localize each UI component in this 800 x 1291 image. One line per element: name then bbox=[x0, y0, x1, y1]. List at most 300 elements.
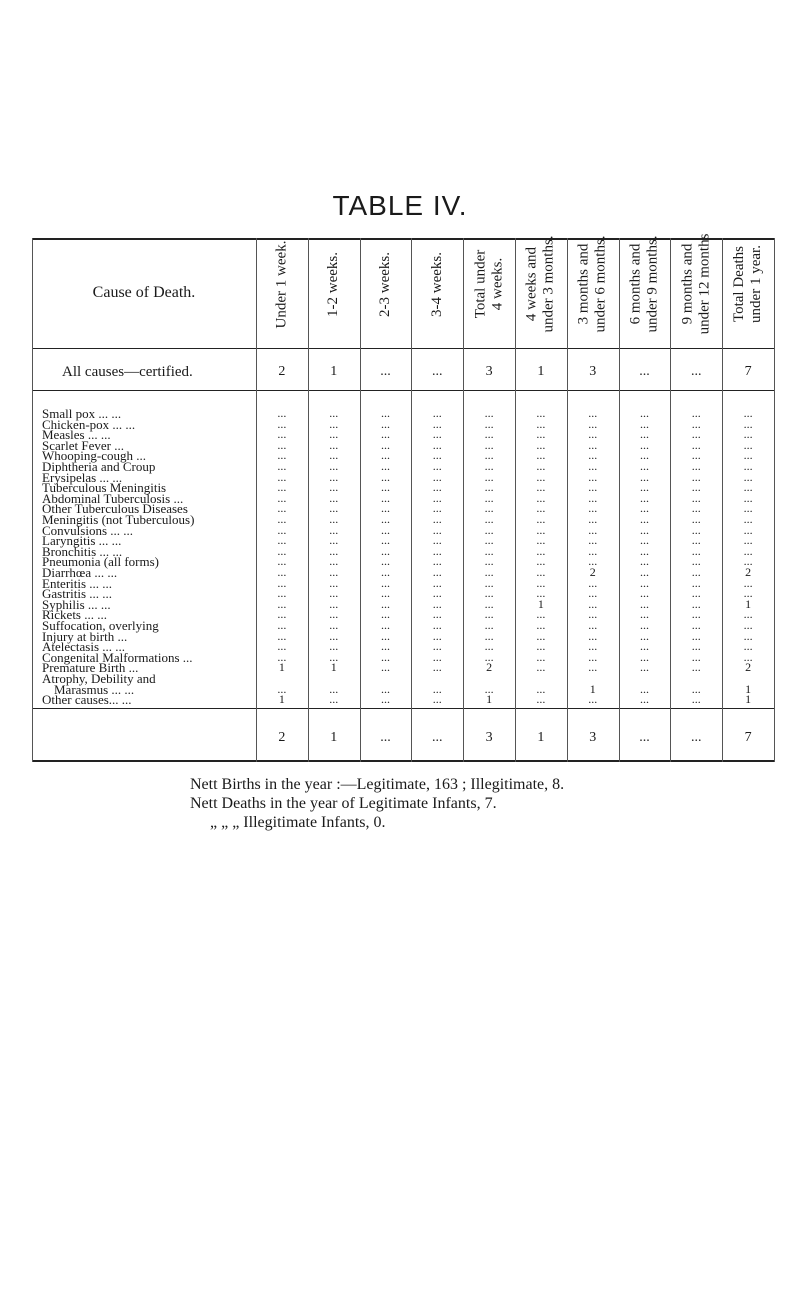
row-cell: ... bbox=[277, 639, 287, 654]
row-cell: ... bbox=[432, 427, 442, 442]
row-cell: ... bbox=[743, 639, 753, 654]
column-header-line: 4 weeks. bbox=[489, 257, 506, 311]
column-header-line: Total Deaths bbox=[731, 245, 748, 323]
rule-right bbox=[774, 238, 775, 762]
row-cell: ... bbox=[743, 459, 753, 473]
row-cell: ... bbox=[329, 448, 339, 463]
row-cell: ... bbox=[432, 522, 442, 537]
row-cell: ... bbox=[639, 639, 649, 654]
row-cell: ... bbox=[743, 406, 753, 420]
note-line-births: Nett Births in the year :—Legitimate, 163 ; Illegitimate, 8. bbox=[190, 776, 565, 793]
row-cell: ... bbox=[691, 681, 701, 696]
row-cell: ... bbox=[432, 490, 442, 505]
row-cell: ... bbox=[743, 575, 753, 590]
row-cell: ... bbox=[588, 533, 598, 548]
row-cell: ... bbox=[484, 649, 494, 664]
row-cell: ... bbox=[484, 448, 494, 463]
row-cell: ... bbox=[691, 586, 701, 601]
row-cell: ... bbox=[588, 628, 598, 643]
row-cell: ... bbox=[639, 543, 649, 558]
row-cell: ... bbox=[639, 427, 649, 442]
row-label: Bronchitis ... ... bbox=[42, 543, 123, 559]
row-cell: ... bbox=[432, 554, 442, 569]
row-cell: ... bbox=[329, 416, 339, 431]
row-cell: ... bbox=[484, 501, 494, 516]
row-cell: ... bbox=[536, 681, 546, 696]
rule-left bbox=[32, 238, 33, 762]
column-header-line: under 12 months bbox=[696, 233, 713, 335]
row-cell: ... bbox=[380, 586, 390, 601]
row-label: Whooping-cough ... bbox=[42, 448, 146, 464]
row-cell: ... bbox=[691, 459, 701, 473]
row-cell: 2 bbox=[486, 660, 493, 675]
row-cell: ... bbox=[588, 586, 598, 601]
rule-above-totals bbox=[32, 708, 774, 709]
row-cell: ... bbox=[536, 459, 546, 473]
column-header-line: under 9 months. bbox=[644, 235, 661, 333]
row-cell: ... bbox=[536, 649, 546, 664]
row-cell: ... bbox=[380, 575, 390, 590]
totals-cell: ... bbox=[432, 730, 443, 745]
row-cell: ... bbox=[639, 565, 649, 579]
row-cell: ... bbox=[588, 618, 598, 632]
row-cell: ... bbox=[329, 681, 339, 696]
row-cell: ... bbox=[536, 543, 546, 558]
row-cell: 1 bbox=[745, 692, 752, 707]
row-cell: ... bbox=[536, 586, 546, 601]
row-cell: ... bbox=[743, 543, 753, 558]
row-cell: ... bbox=[432, 681, 442, 696]
row-cell: ... bbox=[536, 628, 546, 643]
row-cell: ... bbox=[691, 448, 701, 463]
row-cell: ... bbox=[484, 406, 494, 420]
all-causes-cell: ... bbox=[691, 364, 702, 379]
row-cell: ... bbox=[588, 575, 598, 590]
column-header-line: Under 1 week. bbox=[273, 240, 290, 328]
row-cell: ... bbox=[536, 501, 546, 516]
row-cell: ... bbox=[277, 512, 287, 526]
row-cell: ... bbox=[639, 607, 649, 622]
row-cell: 2 bbox=[745, 565, 752, 579]
row-cell: ... bbox=[639, 660, 649, 675]
row-cell: ... bbox=[588, 639, 598, 654]
row-cell: ... bbox=[536, 480, 546, 495]
row-label: Gastritis ... ... bbox=[42, 586, 113, 602]
row-cell: ... bbox=[743, 437, 753, 452]
row-cell: 1 bbox=[745, 596, 752, 611]
row-cell: ... bbox=[380, 543, 390, 558]
row-cell: 1 bbox=[278, 692, 285, 707]
row-cell: ... bbox=[277, 565, 287, 579]
row-cell: ... bbox=[277, 575, 287, 590]
all-causes-cell: ... bbox=[432, 364, 443, 379]
column-header-2 bbox=[360, 242, 412, 326]
row-cell: ... bbox=[277, 533, 287, 548]
row-label: Enteritis ... ... bbox=[42, 575, 113, 591]
row-cell: ... bbox=[432, 543, 442, 558]
all-causes-cell: 1 bbox=[537, 364, 545, 379]
row-cell: ... bbox=[743, 522, 753, 537]
note-line-illegitimate-deaths: „ „ „ Illegitimate Infants, 0. bbox=[210, 814, 386, 831]
row-cell: ... bbox=[743, 649, 753, 664]
row-cell: ... bbox=[380, 618, 390, 632]
all-causes-label: All causes—certified. bbox=[62, 364, 193, 380]
totals-cell: 1 bbox=[330, 730, 338, 745]
row-cell: ... bbox=[639, 628, 649, 643]
row-cell: ... bbox=[380, 681, 390, 696]
row-cell: ... bbox=[743, 628, 753, 643]
row-cell: ... bbox=[588, 522, 598, 537]
row-cell: ... bbox=[691, 406, 701, 420]
column-header-0 bbox=[256, 242, 308, 326]
row-cell: ... bbox=[536, 469, 546, 484]
row-cell: ... bbox=[329, 512, 339, 526]
row-label: Diphtheria and Croup bbox=[42, 459, 156, 474]
row-cell: ... bbox=[380, 512, 390, 526]
row-cell: ... bbox=[329, 543, 339, 558]
row-cell: ... bbox=[329, 618, 339, 632]
row-cell: ... bbox=[277, 681, 287, 696]
row-cell: ... bbox=[639, 406, 649, 420]
row-cell: ... bbox=[432, 596, 442, 611]
row-cell: ... bbox=[432, 437, 442, 452]
row-cell: ... bbox=[432, 649, 442, 664]
row-cell: ... bbox=[639, 512, 649, 526]
row-cell: ... bbox=[536, 575, 546, 590]
row-label: Erysipelas ... ... bbox=[42, 469, 123, 485]
row-label: Other Tuberculous Diseases bbox=[42, 501, 188, 517]
column-header-line: 4 weeks and bbox=[523, 246, 540, 322]
row-cell: ... bbox=[536, 565, 546, 579]
column-header-text bbox=[731, 245, 765, 323]
row-cell: ... bbox=[743, 469, 753, 484]
row-cell: ... bbox=[588, 660, 598, 675]
row-cell: ... bbox=[743, 427, 753, 442]
row-cell: ... bbox=[484, 607, 494, 622]
row-cell: ... bbox=[380, 649, 390, 664]
row-cell: ... bbox=[588, 596, 598, 611]
row-cell: ... bbox=[743, 490, 753, 505]
row-cell: ... bbox=[277, 416, 287, 431]
row-label: Diarrhœa ... ... bbox=[42, 565, 118, 580]
notes-block bbox=[190, 775, 564, 832]
row-label: Convulsions ... ... bbox=[42, 522, 134, 538]
row-cell: ... bbox=[639, 490, 649, 505]
column-header-line: 3 months and bbox=[575, 243, 592, 325]
row-cell: 1 bbox=[278, 660, 285, 675]
row-cell: ... bbox=[484, 575, 494, 590]
row-label: Premature Birth ... bbox=[42, 660, 139, 676]
row-cell: ... bbox=[380, 607, 390, 622]
all-causes-cell: ... bbox=[639, 364, 650, 379]
all-causes-cell: 1 bbox=[330, 364, 338, 379]
row-cell: 2 bbox=[745, 660, 752, 675]
row-cell: ... bbox=[484, 681, 494, 696]
row-cell: ... bbox=[691, 628, 701, 643]
row-cell: ... bbox=[432, 692, 442, 707]
row-cell: ... bbox=[588, 649, 598, 664]
row-cell: ... bbox=[432, 459, 442, 473]
column-header-line: 1-2 weeks. bbox=[325, 251, 342, 317]
row-cell: ... bbox=[691, 469, 701, 484]
row-cell: ... bbox=[588, 416, 598, 431]
row-cell: ... bbox=[277, 480, 287, 495]
row-label: Congenital Malformations ... bbox=[42, 649, 193, 665]
row-cell: 1 bbox=[589, 681, 596, 696]
row-cell: ... bbox=[639, 533, 649, 548]
row-cell: 1 bbox=[745, 681, 752, 696]
row-cell: ... bbox=[432, 628, 442, 643]
row-cell: ... bbox=[691, 427, 701, 442]
row-label: Atelectasis ... ... bbox=[42, 639, 126, 655]
column-header-text bbox=[273, 240, 290, 328]
row-cell: ... bbox=[432, 448, 442, 463]
column-header-line: Total under bbox=[472, 249, 489, 319]
row-cell: ... bbox=[639, 692, 649, 707]
mortality-table bbox=[32, 233, 774, 762]
row-cell: ... bbox=[277, 607, 287, 622]
row-cell: ... bbox=[536, 660, 546, 675]
row-cell: ... bbox=[639, 501, 649, 516]
row-cell: ... bbox=[277, 406, 287, 420]
column-header-line: 9 months and bbox=[679, 243, 696, 325]
row-cell: ... bbox=[329, 522, 339, 537]
row-cell: ... bbox=[329, 628, 339, 643]
row-cell: ... bbox=[484, 480, 494, 495]
row-cell: ... bbox=[588, 459, 598, 473]
row-cell: ... bbox=[329, 575, 339, 590]
rule-top bbox=[32, 238, 774, 240]
row-cell: ... bbox=[588, 512, 598, 526]
column-header-text bbox=[429, 252, 446, 317]
row-cell: ... bbox=[691, 575, 701, 590]
row-cell: ... bbox=[329, 649, 339, 664]
row-cell: ... bbox=[691, 416, 701, 431]
row-label: Injury at birth ... bbox=[42, 628, 128, 644]
column-header-text bbox=[576, 235, 610, 332]
rule-under-header bbox=[32, 348, 774, 349]
row-cell: ... bbox=[432, 586, 442, 601]
all-causes-cell: 7 bbox=[744, 364, 752, 379]
totals-cell: ... bbox=[380, 730, 391, 745]
row-cell: ... bbox=[432, 607, 442, 622]
totals-cell: 3 bbox=[485, 730, 493, 745]
row-cell: ... bbox=[639, 554, 649, 569]
row-cell: ... bbox=[536, 437, 546, 452]
column-header-6 bbox=[567, 235, 619, 333]
row-cell: ... bbox=[277, 469, 287, 484]
row-cell: ... bbox=[691, 607, 701, 622]
row-cell: 1 bbox=[537, 596, 544, 611]
row-cell: ... bbox=[277, 437, 287, 452]
row-cell: ... bbox=[277, 522, 287, 537]
row-cell: ... bbox=[380, 480, 390, 495]
row-cell: ... bbox=[588, 554, 598, 569]
row-cell: ... bbox=[536, 427, 546, 442]
note-line-legitimate-deaths: Nett Deaths in the year of Legitimate Infants, 7. bbox=[190, 795, 497, 812]
row-cell: ... bbox=[432, 639, 442, 654]
row-cell: ... bbox=[380, 469, 390, 484]
row-cell: ... bbox=[639, 575, 649, 590]
row-cell: 1 bbox=[330, 660, 337, 675]
row-cell: ... bbox=[329, 596, 339, 611]
table-title: TABLE IV. bbox=[332, 190, 468, 221]
row-cell: ... bbox=[329, 501, 339, 516]
row-cell: ... bbox=[639, 416, 649, 431]
column-header-line: 6 months and bbox=[627, 243, 644, 325]
row-cell: ... bbox=[380, 596, 390, 611]
row-cell: ... bbox=[329, 554, 339, 569]
row-cell: ... bbox=[691, 692, 701, 707]
all-causes-cell: 2 bbox=[278, 364, 286, 379]
row-cell: ... bbox=[484, 639, 494, 654]
row-cell: ... bbox=[484, 543, 494, 558]
all-causes-cell: 3 bbox=[485, 364, 493, 379]
row-cell: ... bbox=[691, 554, 701, 569]
row-cell: ... bbox=[691, 543, 701, 558]
row-cell: ... bbox=[588, 607, 598, 622]
row-cell: ... bbox=[691, 533, 701, 548]
row-cell: ... bbox=[639, 586, 649, 601]
row-label: Small pox ... ... bbox=[42, 406, 122, 421]
row-cell: ... bbox=[484, 416, 494, 431]
row-cell: 2 bbox=[589, 565, 596, 579]
row-cell: ... bbox=[484, 586, 494, 601]
row-cell: ... bbox=[380, 628, 390, 643]
totals-cell: 7 bbox=[744, 730, 752, 745]
column-header-line: under 1 year. bbox=[748, 245, 765, 323]
row-cell: ... bbox=[536, 639, 546, 654]
row-cell: ... bbox=[639, 522, 649, 537]
row-cell: ... bbox=[380, 533, 390, 548]
row-cell: ... bbox=[536, 522, 546, 537]
row-cell: ... bbox=[691, 522, 701, 537]
row-cell: ... bbox=[588, 448, 598, 463]
row-cell: ... bbox=[691, 490, 701, 505]
totals-cell: 2 bbox=[278, 730, 286, 745]
row-cell: ... bbox=[432, 618, 442, 632]
row-cell: ... bbox=[380, 639, 390, 654]
row-cell: ... bbox=[277, 554, 287, 569]
row-cell: ... bbox=[329, 692, 339, 707]
row-cell: ... bbox=[380, 406, 390, 420]
row-cell: ... bbox=[691, 649, 701, 664]
row-cell: ... bbox=[432, 416, 442, 431]
row-cell: ... bbox=[536, 512, 546, 526]
row-cell: ... bbox=[329, 565, 339, 579]
row-cell: ... bbox=[380, 501, 390, 516]
row-label: Suffocation, overlying bbox=[42, 618, 159, 633]
row-cell: ... bbox=[380, 522, 390, 537]
row-cell: ... bbox=[484, 565, 494, 579]
rule-under-all-causes bbox=[32, 390, 774, 391]
row-cell: ... bbox=[380, 554, 390, 569]
row-label: Tuberculous Meningitis bbox=[42, 480, 167, 496]
row-cell: ... bbox=[432, 565, 442, 579]
row-cell: ... bbox=[380, 459, 390, 473]
row-cell: ... bbox=[380, 565, 390, 579]
row-label: Other causes... ... bbox=[42, 692, 132, 708]
row-label: Marasmus ... ... bbox=[54, 681, 135, 697]
row-cell: ... bbox=[484, 469, 494, 484]
row-cell: ... bbox=[691, 437, 701, 452]
column-header-text bbox=[627, 235, 661, 332]
row-cell: ... bbox=[743, 533, 753, 548]
row-cell: ... bbox=[588, 469, 598, 484]
row-cell: ... bbox=[277, 618, 287, 632]
row-cell: ... bbox=[536, 554, 546, 569]
column-header-9 bbox=[722, 242, 774, 326]
row-cell: ... bbox=[484, 490, 494, 505]
row-cell: ... bbox=[329, 427, 339, 442]
row-label: Rickets ... ... bbox=[42, 607, 107, 623]
row-cell: ... bbox=[329, 490, 339, 505]
row-cell: ... bbox=[743, 448, 753, 463]
row-cell: ... bbox=[277, 490, 287, 505]
row-label: Laryngitis ... ... bbox=[42, 533, 122, 549]
row-cell: ... bbox=[743, 480, 753, 495]
row-cell: ... bbox=[691, 480, 701, 495]
row-cell: ... bbox=[536, 416, 546, 431]
row-cell: ... bbox=[588, 692, 598, 707]
row-cell: ... bbox=[536, 533, 546, 548]
row-cell: ... bbox=[588, 543, 598, 558]
row-cell: ... bbox=[484, 533, 494, 548]
row-cell: ... bbox=[639, 437, 649, 452]
row-cell: ... bbox=[277, 427, 287, 442]
row-label: Chicken-pox ... ... bbox=[42, 416, 136, 432]
row-cell: ... bbox=[536, 406, 546, 420]
column-header-text bbox=[377, 252, 394, 317]
row-label: Meningitis (not Tuberculous) bbox=[42, 512, 195, 527]
row-cell: ... bbox=[536, 490, 546, 505]
row-cell: ... bbox=[484, 437, 494, 452]
row-cell: ... bbox=[484, 618, 494, 632]
row-cell: ... bbox=[639, 469, 649, 484]
all-causes-cell: 3 bbox=[589, 364, 597, 379]
column-header-8 bbox=[670, 233, 722, 335]
column-header-line: 2-3 weeks. bbox=[376, 251, 393, 317]
column-header-3 bbox=[411, 242, 463, 326]
row-cell: ... bbox=[277, 628, 287, 643]
row-cell: ... bbox=[639, 618, 649, 632]
row-cell: ... bbox=[743, 512, 753, 526]
row-cell: ... bbox=[432, 575, 442, 590]
row-cell: ... bbox=[639, 649, 649, 664]
column-header-line: under 6 months. bbox=[592, 235, 609, 333]
row-cell: ... bbox=[639, 448, 649, 463]
row-label: Scarlet Fever ... bbox=[42, 437, 124, 453]
row-cell: ... bbox=[691, 512, 701, 526]
row-cell: ... bbox=[329, 607, 339, 622]
row-cell: ... bbox=[743, 501, 753, 516]
all-causes-cell: ... bbox=[380, 364, 391, 379]
row-cell: ... bbox=[691, 501, 701, 516]
column-header-text bbox=[679, 234, 713, 335]
row-cell: ... bbox=[536, 607, 546, 622]
row-cell: ... bbox=[380, 660, 390, 675]
row-cell: ... bbox=[691, 618, 701, 632]
row-cell: ... bbox=[639, 596, 649, 611]
totals-cell: 1 bbox=[537, 730, 545, 745]
column-header-line: under 3 months. bbox=[540, 235, 557, 333]
row-cell: ... bbox=[277, 501, 287, 516]
row-cell: ... bbox=[380, 416, 390, 431]
totals-cell: ... bbox=[639, 730, 650, 745]
row-cell: ... bbox=[380, 692, 390, 707]
row-cell: ... bbox=[639, 459, 649, 473]
rule-bottom bbox=[32, 760, 774, 762]
